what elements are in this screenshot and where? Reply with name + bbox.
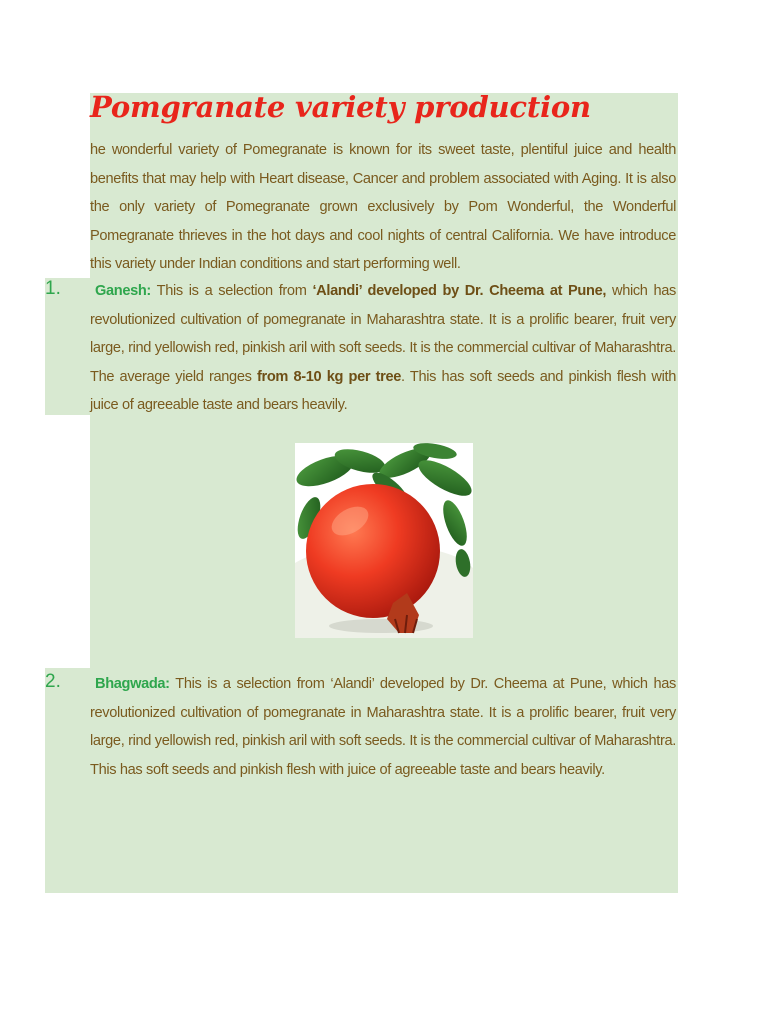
variety-text-part: which has revolutionized cultivation of pomegranate in Maharashtra state. It is a prolific bearer, fruit very large, rind yellowish red, pinkish aril with soft seeds. It is the commercial cultivar of Maharashtra. The average yield ranges	[90, 283, 677, 385]
variety-item-ganesh	[90, 277, 676, 420]
page-title: Pomgranate variety production	[90, 90, 591, 124]
variety-name-ganesh: Ganesh:	[95, 283, 151, 299]
variety-text-part: This is a selection from ‘Alandi’ developed by Dr. Cheema at Pune, which has revolutionized cultivation of pomegranate in Maharashtra state. It is a prolific bearer, fruit very large, rind yellowish red, pinkish aril with soft seeds. It is the commercial cultivar of Maharashtra. This has soft seeds and pinkish flesh with juice of agreeable taste and bears heavily.	[90, 676, 676, 778]
list-number-1: 1.	[45, 278, 61, 299]
intro-paragraph: he wonderful variety of Pomegranate is known for its sweet taste, plentiful juice and health benefits that may help with Heart disease, Cancer and problem associated with Aging. It is also the only variety of Pomegranate grown exclusively by Pom Wonderful, the Wonderful Pomegranate thrieves in the hot days and cool nights of central California. We have introduce this variety under Indian conditions and start performing well.	[90, 142, 676, 272]
list-marker-panel-2	[45, 668, 90, 893]
variety-yield-bold: from 8-10 kg per tree	[257, 368, 402, 385]
variety-text-bold: ‘Alandi’ developed by Dr. Cheema at Pune,	[312, 283, 607, 299]
variety-text-part: . This has soft seeds and pinkish flesh with juice of agreeable taste and bears heavily.	[90, 368, 676, 413]
list-number-2: 2.	[45, 671, 61, 692]
variety-item-bhagwada	[90, 670, 676, 784]
variety-text-part: This is a selection from	[150, 283, 313, 299]
pomegranate-photo	[295, 443, 473, 638]
variety-name-bhagwada: Bhagwada:	[95, 676, 170, 692]
